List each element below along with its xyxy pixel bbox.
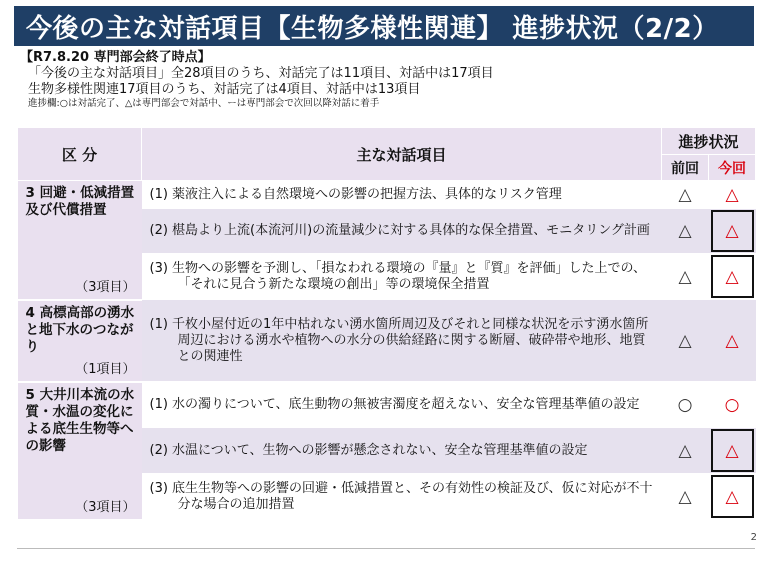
progress-now: △ (709, 181, 756, 209)
item-text: (1) 千枚小屋付近の1年中枯れない湧水箇所周辺及びそれと同様な状況を示す湧水箇所周辺における湧水や植物への水分の供給経路に関する断層、破砕帯や地形、地質との関連性 (142, 300, 662, 382)
progress-now: △ (709, 300, 756, 382)
progress-prev: ○ (662, 382, 709, 428)
category-count: （3項目） (75, 499, 136, 515)
category-cell (18, 382, 142, 520)
item-text: (3) 底生生物等への影響の回避・低減措置と、その有効性の検証及び、仮に対応が不十分な場合の追加措置 (142, 474, 662, 520)
slide-title: 今後の主な対話項目【生物多様性関連】 進捗状況（2/2） (14, 6, 754, 46)
header-category: 区 分 (18, 128, 142, 181)
progress-now: △ (709, 428, 756, 474)
progress-prev: △ (662, 181, 709, 209)
legend-line: 進捗欄:○は対話完了、△は専門部会で対話中、ーは専門部会で次回以降対話に着手 (28, 98, 380, 109)
item-text: (2) 椹島より上流(本流河川)の流量減少に対する具体的な保全措置、モニタリング計画 (142, 209, 662, 254)
progress-prev: △ (662, 254, 709, 300)
progress-prev: △ (662, 209, 709, 254)
category-cell (18, 181, 142, 300)
table-row (18, 300, 756, 382)
category-cell (18, 300, 142, 382)
item-text: (3) 生物への影響を予測し、「損なわれる環境の『量』と『質』を評価」した上での、「それに見合う新たな環境の創出」等の環境保全措置 (142, 254, 662, 300)
header-items: 主な対話項目 (142, 128, 662, 181)
header-progress: 進捗状況 (662, 128, 756, 155)
category-label: 4 高標高部の湧水と地下水のつながり (25, 304, 135, 355)
table-row (18, 181, 756, 209)
footer-divider (17, 548, 755, 549)
page-number: 2 (750, 532, 757, 543)
item-text: (1) 薬液注入による自然環境への影響の把握方法、具体的なリスク管理 (142, 181, 662, 209)
progress-prev: △ (662, 428, 709, 474)
category-count: （1項目） (75, 361, 136, 377)
progress-now: △ (709, 209, 756, 254)
item-text: (1) 水の濁りについて、底生動物の無被害濁度を超えない、安全な管理基準値の設定 (142, 382, 662, 428)
progress-prev: △ (662, 474, 709, 520)
progress-prev: △ (662, 300, 709, 382)
category-label: 3 回避・低減措置及び代償措置 (25, 185, 135, 218)
date-line: 【R7.8.20 専門部会終了時点】 (20, 50, 211, 65)
summary-line-2: 生物多様性関連17項目のうち、対話完了は4項目、対話中は13項目 (28, 82, 421, 97)
summary-line-1: 「今後の主な対話項目」全28項目のうち、対話完了は11項目、対話中は17項目 (28, 66, 494, 81)
progress-now: △ (709, 254, 756, 300)
progress-now: △ (709, 474, 756, 520)
intro-block (20, 50, 760, 110)
header-now: 今回 (709, 155, 756, 181)
header-prev: 前回 (662, 155, 709, 181)
item-text: (2) 水温について、生物への影響が懸念されない、安全な管理基準値の設定 (142, 428, 662, 474)
table-row (18, 382, 756, 428)
progress-table (17, 127, 756, 521)
category-label: 5 大井川本流の水質・水温の変化による底生生物等への影響 (25, 386, 135, 454)
category-count: （3項目） (75, 279, 136, 295)
progress-now: ○ (709, 382, 756, 428)
